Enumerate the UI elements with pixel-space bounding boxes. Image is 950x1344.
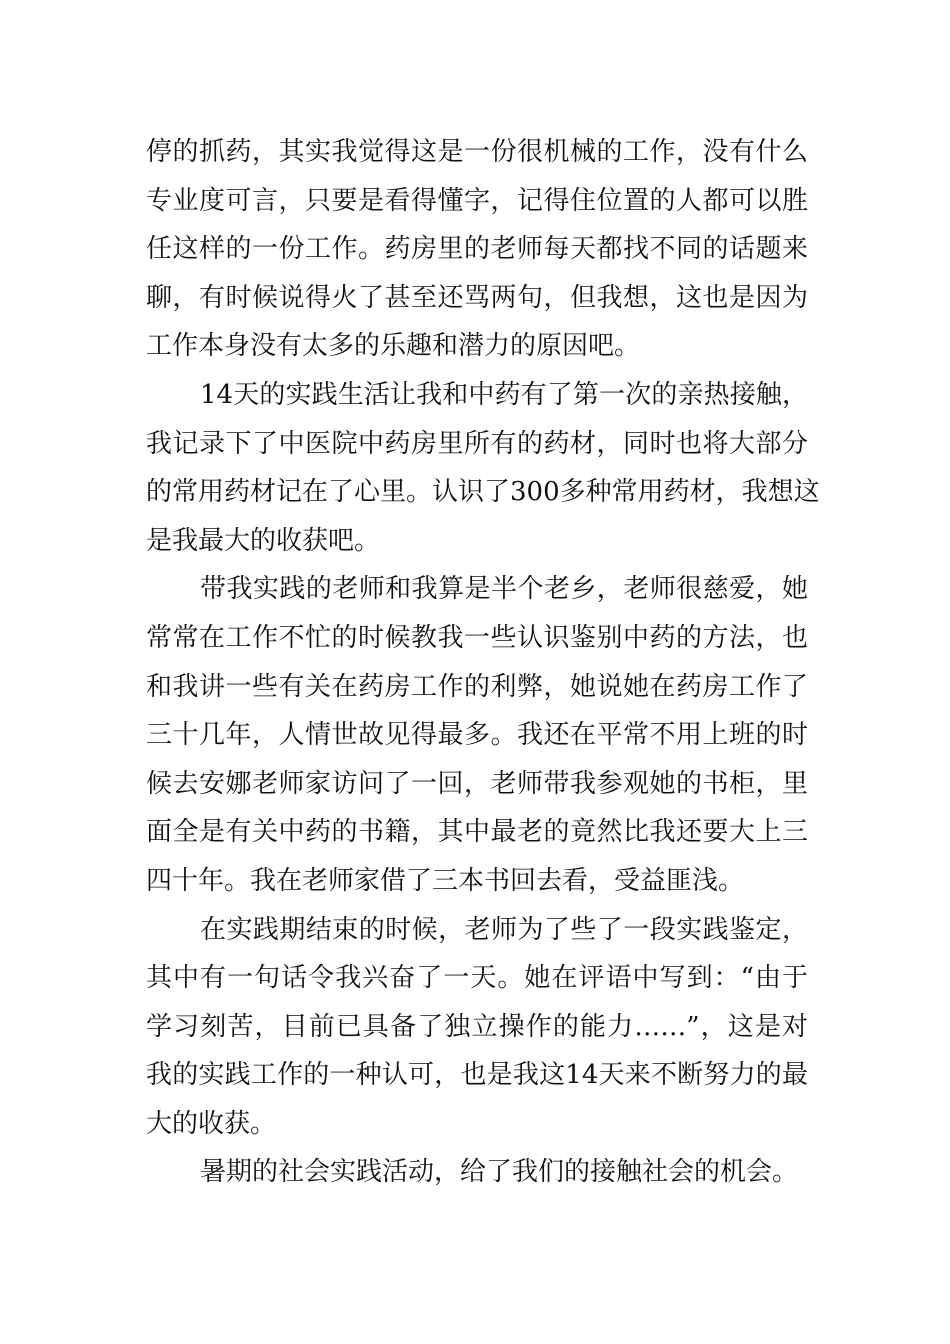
text-line: 和我讲一些有关在药房工作的利弊，她说她在药房工作了	[146, 671, 808, 702]
text-line: 在实践期结束的时候，老师为了些了一段实践鉴定，	[200, 914, 808, 945]
text-line: 聊，有时候说得火了甚至还骂两句，但我想，这也是因为	[146, 282, 808, 313]
text-line: 候去安娜老师家访问了一回，老师带我参观她的书柜，里	[146, 768, 808, 799]
text-line: 专业度可言，只要是看得懂字，记得住位置的人都可以胜	[146, 185, 808, 216]
text-line: 我记录下了中医院中药房里所有的药材，同时也将大部分	[146, 428, 808, 459]
text-line: 四十年。我在老师家借了三本书回去看，受益匪浅。	[146, 865, 745, 896]
paragraph-4	[146, 906, 808, 1149]
text-line: 学习刻苦，目前已具备了独立操作的能力……”，这是对	[146, 1011, 808, 1042]
paragraph-5	[146, 1148, 808, 1197]
text-line: 三十几年，人情世故见得最多。我还在平常不用上班的时	[146, 720, 808, 751]
text-line: 带我实践的老师和我算是半个老乡，老师很慈爱，她	[200, 574, 808, 605]
text-line: 面全是有关中药的书籍，其中最老的竟然比我还要大上三	[146, 817, 808, 848]
text-line: 任这样的一份工作。药房里的老师每天都找不同的话题来	[146, 234, 808, 265]
text-line: 我的实践工作的一种认可，也是我这14天来不断努力的最	[146, 1060, 808, 1091]
paragraph-3	[146, 565, 808, 905]
document-body	[146, 128, 820, 1197]
text-line: 停的抓药，其实我觉得这是一份很机械的工作，没有什么	[146, 137, 808, 167]
paragraph-2	[146, 371, 820, 565]
text-line: 暑期的社会实践活动，给了我们的接触社会的机会。	[200, 1157, 799, 1188]
text-line: 工作本身没有太多的乐趣和潜力的原因吧。	[146, 331, 641, 362]
paragraph-1	[146, 128, 808, 371]
text-line: 常常在工作不忙的时候教我一些认识鉴别中药的方法，也	[146, 622, 808, 653]
text-line: 大的收获。	[146, 1108, 277, 1139]
text-line: 是我最大的收获吧。	[146, 525, 381, 556]
text-line: 其中有一句话令我兴奋了一天。她在评语中写到：“由于	[146, 963, 808, 994]
text-line: 14天的实践生活让我和中药有了第一次的亲热接触，	[200, 379, 808, 410]
text-line: 的常用药材记在了心里。认识了300多种常用药材，我想这	[146, 477, 820, 508]
